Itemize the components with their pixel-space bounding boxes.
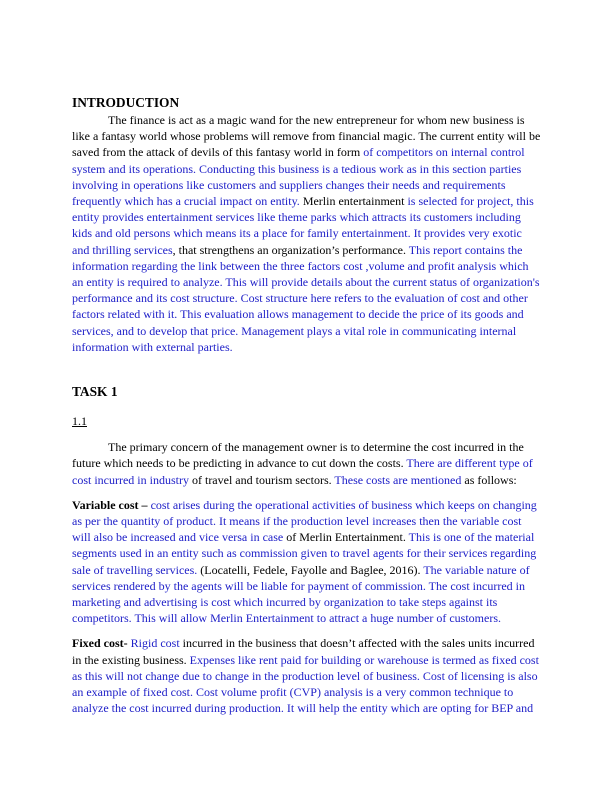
document-page: [72, 94, 542, 717]
task1-paragraph: [72, 439, 542, 488]
variable-text-2: of Merlin Entertainment.: [283, 530, 409, 545]
intro-text-3: Merlin entertainment: [299, 194, 408, 209]
variable-cost-label: Variable cost –: [72, 497, 151, 512]
variable-text-3: This is one of the material segments used in an entity such as commission given to travel agents for their services regarding sale of travelling services.: [72, 530, 537, 577]
task1-text-3: of travel and tourism sectors.: [188, 472, 335, 487]
intro-text-6: This report contains the information regarding the link between the three factors cost ,volume and profit analysis which an entity is required to analyze. This will provide details about the current status of organization's performance and its cost structure. Cost structure here refers to the evaluation of cost and other factors related with it. This evaluation allows management to decide the price of its goods and services, and to develop that price. Management plays a vital role in communicating internal information with external parties.: [72, 242, 540, 354]
task1-text-2: There are different type of cost incurred in industry: [72, 456, 533, 487]
task1-text-5: as follows:: [461, 472, 517, 487]
fixed-text-2: incurred in the business that doesn’t affected with the sales units incurred in the existing business.: [72, 636, 535, 667]
fixed-text-1: Rigid cost: [130, 636, 180, 651]
introduction-paragraph: [72, 112, 542, 355]
fixed-cost-label: Fixed cost-: [72, 636, 131, 651]
task1-subheading: 1.1: [72, 414, 87, 429]
fixed-text-3: Expenses like rent paid for building or warehouse is termed as fixed cost as this will not change due to change in the production level of business. Cost of licensing is also an example of fixed cost. Cost volume profit (CVP) analysis is a very common technique to analyze the cost incurred during production. It will help the entity which are opting for BEP and: [72, 652, 539, 716]
intro-text-4: is selected for project, this entity provides entertainment services like theme parks which attracts its customers including kids and old persons which means its a place for family entertainment. It provides very exotic and thrilling services: [72, 194, 534, 257]
task1-text-4: These costs are mentioned: [334, 472, 462, 487]
intro-text-2: of competitors on internal control system and its operations. Conducting this business is a tedious work as in this section parties involving in operations like customers and suppliers changes their needs and requirements frequently which has a crucial impact on entity.: [72, 145, 525, 209]
task1-heading: TASK 1: [72, 384, 118, 400]
intro-text-5: , that strengthens an organization’s performance.: [172, 242, 409, 257]
introduction-heading: INTRODUCTION: [72, 95, 180, 110]
task1-text-1: The primary concern of the management owner is to determine the cost incurred in the future which needs to be predicting in advance to cut down the costs.: [72, 440, 524, 471]
variable-text-1: cost arises during the operational activities of business which keeps on changing as per the quantity of product. It means if the production level increases then the variable cost will also be increased and vice versa in case: [72, 497, 537, 545]
variable-cost-paragraph: [72, 497, 542, 627]
variable-text-4: The variable nature of services rendered by the agents will be liable for payment of commission. The cost incurred in marketing and advertising is cost which incurred by organization to take steps against its competitors. This will allow Merlin Entertainment to attract a huge number of customers.: [72, 562, 530, 626]
fixed-cost-paragraph: [72, 635, 542, 716]
variable-citation: (Locatelli, Fedele, Fayolle and Baglee, 2016).: [197, 562, 424, 577]
intro-text-1: The finance is act as a magic wand for the new entrepreneur for whom new business is like a fantasy world whose problems will remove from financial magic. The current entity will be saved from the attack of devils of this fantasy world in form: [72, 113, 541, 160]
